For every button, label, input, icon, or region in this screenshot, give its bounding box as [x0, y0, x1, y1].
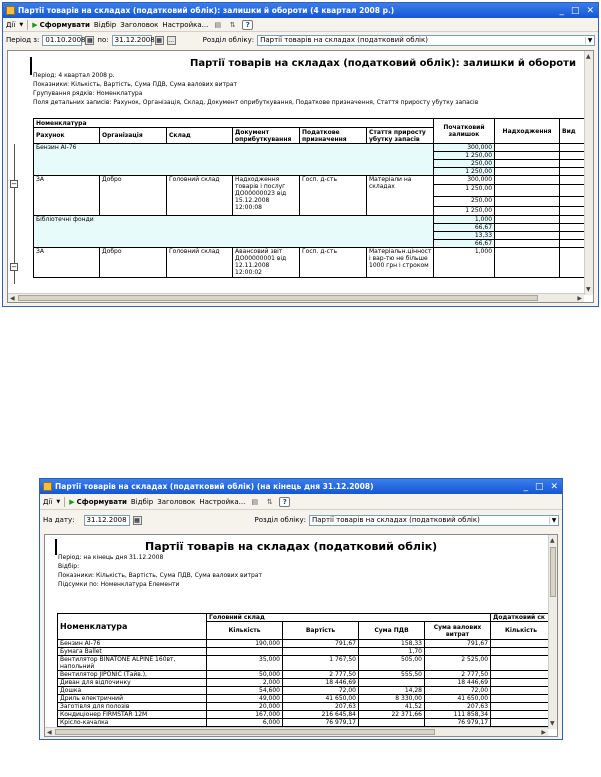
scroll-thumb[interactable]: [18, 295, 538, 301]
row-value: 158,33: [359, 640, 425, 648]
period-label: Період з:: [6, 36, 40, 44]
row-value: 2,000: [207, 679, 283, 687]
row-value: 167,000: [207, 711, 283, 719]
table-row[interactable]: [58, 648, 552, 656]
table-row[interactable]: Бібліотечні фонди 1,000: [34, 216, 595, 224]
transpose-icon[interactable]: ⇅: [229, 20, 236, 29]
row-value: [359, 719, 425, 727]
calendar-icon[interactable]: ▦: [134, 516, 140, 524]
row-value: [491, 719, 552, 727]
header-button[interactable]: Заголовок: [157, 497, 196, 506]
row-value: [491, 695, 552, 703]
scroll-down-icon[interactable]: ▼: [586, 286, 591, 293]
row-item-name: Вентилятор BINATONE ALPINE 160вт, напольний: [58, 656, 207, 671]
scroll-left-icon[interactable]: ◀: [47, 729, 52, 736]
close-icon[interactable]: ✕: [550, 481, 558, 492]
row-value: 207,63: [425, 703, 491, 711]
toolbar: [40, 494, 562, 510]
vertical-scrollbar[interactable]: [584, 51, 593, 295]
col-header: Вартість: [283, 622, 359, 640]
report-area: [44, 534, 558, 737]
collapse-group-icon[interactable]: −: [11, 263, 17, 271]
close-icon[interactable]: ✕: [586, 5, 594, 16]
row-value: 2 525,00: [425, 656, 491, 671]
transpose-icon[interactable]: ⇅: [266, 497, 273, 506]
separator: [64, 497, 65, 507]
scroll-up-icon[interactable]: ▲: [586, 53, 591, 60]
col-header-nomenclature: Номенклатура: [34, 119, 434, 128]
row-value: 1,70: [359, 648, 425, 656]
col-header: Податкове призначення: [300, 128, 367, 144]
col-header-receipts: Надходження: [495, 119, 560, 144]
table-row[interactable]: Бензин АІ-76 300,000: [34, 144, 595, 152]
balances-table: [57, 613, 552, 727]
row-value: [491, 711, 552, 719]
row-value: 54,600: [207, 687, 283, 695]
table-row[interactable]: [58, 695, 552, 703]
row-value: 41,52: [359, 703, 425, 711]
calendar-icon[interactable]: ▦: [156, 36, 162, 44]
row-value: [425, 648, 491, 656]
settings-button[interactable]: Настройка...: [162, 20, 209, 29]
help-icon[interactable]: ?: [279, 497, 290, 507]
table-row[interactable]: [58, 656, 552, 671]
filter-button[interactable]: Відбір: [93, 20, 117, 29]
report-icon: [6, 6, 15, 15]
title-bar[interactable]: [40, 479, 562, 494]
row-item-name: Крісло-качалка: [58, 719, 207, 727]
row-value: 6,000: [207, 719, 283, 727]
row-value: 791,67: [425, 640, 491, 648]
row-value: 190,000: [207, 640, 283, 648]
scroll-left-icon[interactable]: ◀: [10, 295, 15, 302]
col-header-opening: Початковий залишок: [434, 119, 495, 144]
separator: [27, 20, 28, 30]
horizontal-scrollbar[interactable]: [45, 727, 548, 736]
row-item-name: Кондиціонер FIRMSTAR 12M: [58, 711, 207, 719]
table-row[interactable]: [58, 703, 552, 711]
row-value: 18 446,69: [283, 679, 359, 687]
row-value: 72,00: [283, 687, 359, 695]
table-row[interactable]: [58, 679, 552, 687]
params-row: [40, 510, 562, 530]
title-bar[interactable]: [3, 3, 598, 18]
row-item-name: Диван для відпочинку: [58, 679, 207, 687]
maximize-icon[interactable]: □: [570, 5, 580, 16]
report-area: [7, 50, 594, 303]
row-value: 14,28: [359, 687, 425, 695]
row-value: 72,00: [425, 687, 491, 695]
copy-icon[interactable]: ▤: [214, 20, 222, 29]
scroll-down-icon[interactable]: ▼: [550, 720, 555, 727]
date-input[interactable]: 31.12.2008: [84, 515, 130, 526]
row-value: 791,67: [283, 640, 359, 648]
row-value: 50,000: [207, 671, 283, 679]
row-value: 76 979,17: [425, 719, 491, 727]
row-value: 22 371,66: [359, 711, 425, 719]
row-value: 2 777,50: [283, 671, 359, 679]
col-header: Сума ПДВ: [359, 622, 425, 640]
row-value: 1 767,50: [283, 656, 359, 671]
row-item-name: Дриль електричний: [58, 695, 207, 703]
row-item-name: Заготівля для полозів: [58, 703, 207, 711]
row-value: 18 446,69: [425, 679, 491, 687]
table-row[interactable]: ЗА Добро Головний склад Надходження товарів і послуг ДО00000023 від 15.12.2008 12:00:08 Госп. д-сть Матеріали на складах 300,000: [34, 176, 595, 185]
minimize-icon[interactable]: _: [559, 5, 564, 16]
row-value: 2 777,50: [425, 671, 491, 679]
col-header: Організація: [100, 128, 167, 144]
row-item-name: Бумага Ballet: [58, 648, 207, 656]
vertical-scrollbar[interactable]: [548, 535, 557, 729]
maximize-icon[interactable]: □: [534, 481, 544, 492]
row-value: [207, 648, 283, 656]
params-row: [3, 32, 598, 48]
filter-button[interactable]: Відбір: [130, 497, 154, 506]
col-header: Стаття приросту убутку запасів: [367, 128, 434, 144]
report-icon: [43, 482, 52, 491]
to-label: по:: [97, 36, 109, 44]
table-row[interactable]: [58, 719, 552, 727]
table-row[interactable]: [58, 711, 552, 719]
date-to-input[interactable]: 31.12.2008: [112, 35, 152, 46]
chevron-down-icon[interactable]: ▼: [549, 517, 558, 524]
row-item-name: Вентилятор JIPONIC (Тайв.),: [58, 671, 207, 679]
scroll-thumb[interactable]: [550, 547, 556, 597]
row-value: [491, 671, 552, 679]
row-item-name: Дошка: [58, 687, 207, 695]
report-meta: Період: 4 квартал 2008 р. Показники: Кількість, Вартість, Сума ПДВ, Сума валових витрат Групування рядків: Номенклатура Поля детальних записів: Рахунок, Організація, Склад, Документ оприбуткування, Податкове призначення, Стаття приросту убутку запасів: [33, 72, 479, 106]
row-value: 41 650,00: [283, 695, 359, 703]
report-window-balances: [39, 478, 563, 740]
help-icon[interactable]: ?: [242, 20, 253, 30]
row-value: 111 858,34: [425, 711, 491, 719]
row-value: [491, 648, 552, 656]
report-window-turnover: [2, 2, 599, 307]
section-select[interactable]: Партії товарів на складах (податковий облік) ▼: [257, 35, 595, 46]
scroll-right-icon[interactable]: ▶: [577, 295, 582, 302]
row-value: 207,63: [283, 703, 359, 711]
row-value: 555,50: [359, 671, 425, 679]
horizontal-scrollbar[interactable]: [8, 293, 584, 302]
row-value: [491, 703, 552, 711]
row-item-name: Бензин АІ-76: [58, 640, 207, 648]
chevron-down-icon[interactable]: ▼: [56, 498, 61, 505]
collapse-group-icon[interactable]: −: [11, 180, 17, 188]
scroll-thumb[interactable]: [55, 729, 435, 735]
row-value: [491, 656, 552, 671]
header-button[interactable]: Заголовок: [120, 20, 159, 29]
turnover-table: Номенклатура Початковий залишок Надходження Вид Рахунок Організація Склад Документ оприбуткування Податкове призначення Стаття приросту убутку запасів Бензин АІ-76 300,000 1 250,00 250,00 1 250,00 ЗА Добро Головний склад Надходження товарів і послуг ДО00000023 від 15.12.2008 12:00:08 Госп. д-сть Матеріали на складах 300,000 1 250,00 250,00 1 250,00 Бібліотечні фонди 1,000 66,67 13,33 66,67 ЗА Добро Головний склад Авансовий звіт ДО00000001 від 12.11.2008 12:00:02 Госп. д-сть Матеріальн.цінност і вар-тю не більше 1000 грн і строком 1,000: [33, 118, 594, 278]
row-value: [491, 640, 552, 648]
scroll-right-icon[interactable]: ▶: [541, 729, 546, 736]
col-group-extra-warehouse: Додатковий ск: [491, 614, 552, 622]
date-from-input[interactable]: 01.10.2008: [42, 35, 82, 46]
section-label: Розділ обліку:: [202, 36, 255, 44]
scroll-up-icon[interactable]: ▲: [550, 537, 555, 544]
row-value: 8 330,00: [359, 695, 425, 703]
window-title: Партії товарів на складах (податковий облік): залишки й обороти (4 квартал 2008 р.): [18, 6, 395, 15]
period-select-button[interactable]: …: [168, 36, 175, 44]
date-label: На дату:: [43, 516, 75, 524]
report-title: Партії товарів на складах (податковий облік): залишки й обороти: [190, 58, 576, 69]
col-header: Кількість: [491, 622, 552, 640]
actions-menu[interactable]: Дії: [43, 497, 53, 506]
copy-icon[interactable]: ▤: [251, 497, 259, 506]
section-select[interactable]: Партії товарів на складах (податковий облік) ▼: [309, 515, 559, 526]
report-title: Партії товарів на складах (податковий облік): [145, 540, 438, 553]
row-value: [491, 679, 552, 687]
row-value: 505,00: [359, 656, 425, 671]
table-row[interactable]: [58, 687, 552, 695]
row-value: 20,000: [207, 703, 283, 711]
settings-button[interactable]: Настройка...: [199, 497, 246, 506]
table-row[interactable]: [58, 640, 552, 648]
row-value: [491, 687, 552, 695]
row-value: 35,000: [207, 656, 283, 671]
row-value: [283, 648, 359, 656]
chevron-down-icon[interactable]: ▼: [585, 37, 594, 44]
col-header: Кількість: [207, 622, 283, 640]
row-value: 76 979,17: [283, 719, 359, 727]
actions-menu[interactable]: Дії: [6, 20, 16, 29]
col-group-main-warehouse: Головний склад: [207, 614, 491, 622]
calendar-icon[interactable]: ▦: [87, 36, 93, 44]
table-row[interactable]: ЗА Добро Головний склад Авансовий звіт ДО00000001 від 12.11.2008 12:00:02 Госп. д-сть Матеріальн.цінност і вар-тю не більше 1000 грн і строком 1,000: [34, 248, 595, 278]
row-value: [359, 679, 425, 687]
window-title: Партії товарів на складах (податковий облік) (на кінець дня 31.12.2008): [55, 482, 374, 491]
minimize-icon[interactable]: _: [523, 481, 528, 492]
chevron-down-icon[interactable]: ▼: [19, 21, 24, 28]
col-header: Рахунок: [34, 128, 100, 144]
col-header: Сума валових витрат: [425, 622, 491, 640]
row-value: 49,000: [207, 695, 283, 703]
toolbar: [3, 18, 598, 32]
section-label: Розділ обліку:: [254, 516, 306, 524]
row-value: 216 645,84: [283, 711, 359, 719]
report-meta: Період: на кінець дня 31.12.2008 Відбір: Показники: Кількість, Вартість, Сума ПДВ, Сума валових витрат Підсумки по: Номенклатура Елементи: [58, 554, 262, 588]
col-header-issue: Вид: [560, 119, 594, 144]
generate-button[interactable]: ▶ Сформувати: [69, 498, 127, 506]
generate-button[interactable]: ▶ Сформувати: [32, 21, 90, 29]
col-header-nomenclature: Номенклатура: [58, 614, 207, 640]
col-header: Склад: [167, 128, 233, 144]
row-value: 41 650,00: [425, 695, 491, 703]
table-row[interactable]: [58, 671, 552, 679]
col-header: Документ оприбуткування: [233, 128, 300, 144]
